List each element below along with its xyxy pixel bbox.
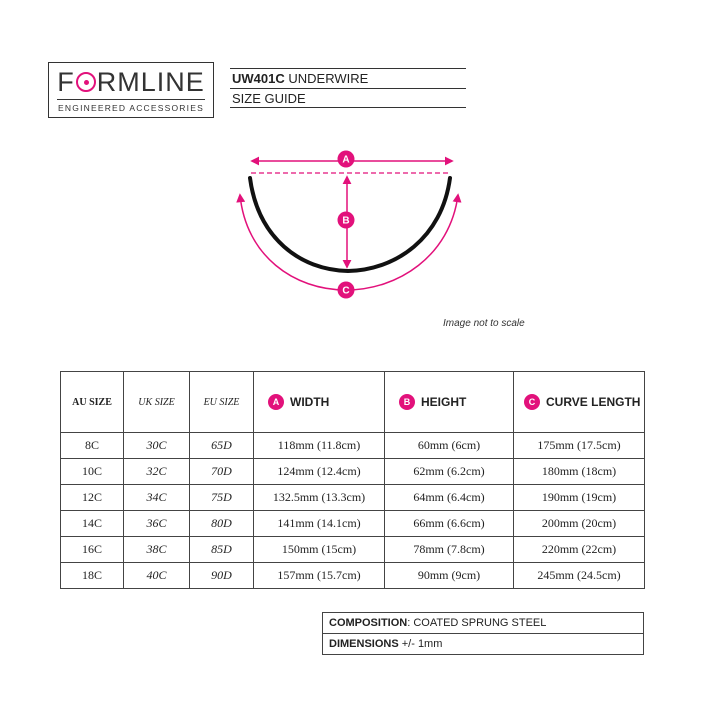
cell-height: 60mm (6cm) <box>385 433 514 459</box>
dimensions-label: DIMENSIONS <box>329 638 399 650</box>
cell-width: 141mm (14.1cm) <box>254 511 385 537</box>
composition-cell <box>323 613 644 634</box>
cell-eu: 65D <box>190 433 254 459</box>
table-row <box>61 459 645 485</box>
header-width <box>254 372 385 433</box>
cell-uk: 34C <box>124 485 190 511</box>
badge-b-icon <box>338 212 355 229</box>
specs-box <box>322 612 644 655</box>
logo-divider <box>57 99 205 100</box>
cell-height: 78mm (7.8cm) <box>385 537 514 563</box>
composition-label: COMPOSITION <box>329 617 408 629</box>
product-title <box>232 71 368 86</box>
cell-height: 66mm (6.6cm) <box>385 511 514 537</box>
scale-note: Image not to scale <box>443 318 525 329</box>
brand-logo <box>48 62 214 118</box>
cell-width: 150mm (15cm) <box>254 537 385 563</box>
header-height <box>385 372 514 433</box>
brand-name <box>49 67 213 97</box>
header-curve-length <box>514 372 645 433</box>
table-header-row <box>61 372 645 433</box>
dimensions-row <box>323 634 644 655</box>
cell-eu: 80D <box>190 511 254 537</box>
cell-au: 16C <box>61 537 124 563</box>
cell-height: 62mm (6.2cm) <box>385 459 514 485</box>
cell-height: 90mm (9cm) <box>385 563 514 589</box>
table-row <box>61 537 645 563</box>
cell-au: 8C <box>61 433 124 459</box>
header-width-label: WIDTH <box>290 395 330 409</box>
badge-a-icon: A <box>268 394 284 410</box>
header-eu-size: EU SIZE <box>190 372 254 433</box>
table-row <box>61 433 645 459</box>
cell-au: 18C <box>61 563 124 589</box>
svg-text:A: A <box>342 154 350 166</box>
cell-uk: 32C <box>124 459 190 485</box>
logo-o-icon <box>76 72 96 92</box>
svg-text:B: B <box>342 215 350 227</box>
cell-width: 132.5mm (13.3cm) <box>254 485 385 511</box>
cell-uk: 36C <box>124 511 190 537</box>
badge-b-icon: B <box>399 394 415 410</box>
cell-au: 14C <box>61 511 124 537</box>
composition-row <box>323 613 644 634</box>
cell-eu: 90D <box>190 563 254 589</box>
brand-name-part2: RMLINE <box>96 67 205 97</box>
brand-tagline: ENGINEERED ACCESSORIES <box>58 103 204 113</box>
size-table <box>60 371 645 589</box>
badge-c-icon: C <box>524 394 540 410</box>
header-curve-label: CURVE LENGTH <box>546 395 641 409</box>
title-rule-middle <box>230 88 466 89</box>
badge-c-icon <box>338 282 355 299</box>
curve-arrow <box>240 195 458 290</box>
cell-curve: 220mm (22cm) <box>514 537 645 563</box>
underwire-diagram <box>220 140 480 310</box>
cell-curve: 245mm (24.5cm) <box>514 563 645 589</box>
title-rule-top <box>230 68 466 69</box>
cell-curve: 190mm (19cm) <box>514 485 645 511</box>
cell-au: 12C <box>61 485 124 511</box>
svg-text:C: C <box>342 285 350 297</box>
cell-curve: 200mm (20cm) <box>514 511 645 537</box>
table-row <box>61 511 645 537</box>
cell-eu: 75D <box>190 485 254 511</box>
product-name: UNDERWIRE <box>288 71 369 86</box>
header-au-size: AU SIZE <box>61 372 124 433</box>
title-rule-bottom <box>230 107 466 108</box>
cell-width: 124mm (12.4cm) <box>254 459 385 485</box>
cell-uk: 30C <box>124 433 190 459</box>
product-subtitle: SIZE GUIDE <box>232 91 306 106</box>
cell-height: 64mm (6.4cm) <box>385 485 514 511</box>
cell-eu: 70D <box>190 459 254 485</box>
brand-name-part1: F <box>57 67 75 97</box>
cell-uk: 38C <box>124 537 190 563</box>
table-row <box>61 485 645 511</box>
dimensions-value: +/- 1mm <box>398 638 443 650</box>
product-code: UW401C <box>232 71 285 86</box>
dimensions-cell <box>323 634 644 655</box>
cell-width: 118mm (11.8cm) <box>254 433 385 459</box>
cell-au: 10C <box>61 459 124 485</box>
cell-uk: 40C <box>124 563 190 589</box>
table-row <box>61 563 645 589</box>
cell-width: 157mm (15.7cm) <box>254 563 385 589</box>
cell-curve: 175mm (17.5cm) <box>514 433 645 459</box>
header-uk-size: UK SIZE <box>124 372 190 433</box>
cell-curve: 180mm (18cm) <box>514 459 645 485</box>
composition-value: : COATED SPRUNG STEEL <box>407 617 547 629</box>
header-height-label: HEIGHT <box>421 395 467 409</box>
badge-a-icon <box>338 151 355 168</box>
cell-eu: 85D <box>190 537 254 563</box>
